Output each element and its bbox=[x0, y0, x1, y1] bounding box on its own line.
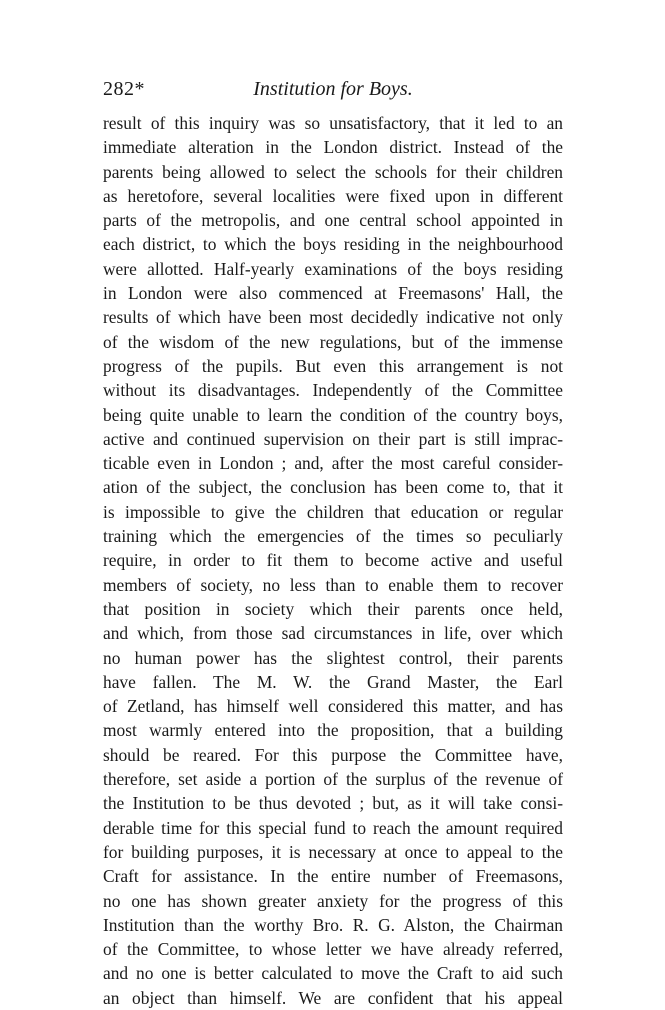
text-line: as heretofore, several localities were fixed upon in different bbox=[103, 185, 563, 206]
text-line: in London were also commenced at Freemasons' Hall, the bbox=[103, 283, 563, 304]
text-line: that position in society which their parents once held, bbox=[103, 598, 563, 619]
text-line: results of which have been most decidedly indicative not only bbox=[103, 307, 563, 328]
text-line: require, in order to fit them to become active and useful bbox=[103, 550, 563, 571]
page-number: 282* bbox=[103, 78, 145, 100]
text-line: and which, from those sad circumstances in life, over which bbox=[103, 623, 563, 644]
text-line: immediate alteration in the London district. Instead of the bbox=[103, 137, 563, 158]
text-line: have fallen. The M. W. the Grand Master, the Earl bbox=[103, 671, 563, 692]
text-line: derable time for this special fund to reach the amount required bbox=[103, 817, 563, 838]
text-line: being quite unable to learn the condition of the country boys, bbox=[103, 404, 563, 425]
text-line: each district, to which the boys residing in the neighbourhood bbox=[103, 234, 563, 255]
text-line: training which the emergencies of the times so peculiarly bbox=[103, 526, 563, 547]
text-line: of the Committee, to whose letter we have already referred, bbox=[103, 939, 563, 960]
text-line: ation of the subject, the conclusion has been come to, that it bbox=[103, 477, 563, 498]
page-header bbox=[103, 78, 563, 104]
text-line: ticable even in London ; and, after the most careful consider- bbox=[103, 453, 563, 474]
text-line: of Zetland, has himself well considered this matter, and has bbox=[103, 696, 563, 717]
text-line: an object than himself. We are confident that his appeal bbox=[103, 987, 563, 1008]
text-line: without its disadvantages. Independently of the Committee bbox=[103, 380, 563, 401]
text-line: for building purposes, it is necessary at once to appeal to the bbox=[103, 841, 563, 862]
text-line: active and continued supervision on their part is still imprac- bbox=[103, 428, 563, 449]
text-line: parts of the metropolis, and one central school appointed in bbox=[103, 210, 563, 231]
text-line: should be reared. For this purpose the Committee have, bbox=[103, 744, 563, 765]
text-line: result of this inquiry was so unsatisfactory, that it led to an bbox=[103, 113, 563, 133]
text-line: and no one is better calculated to move the Craft to aid such bbox=[103, 963, 563, 984]
text-line: most warmly entered into the proposition, that a building bbox=[103, 720, 563, 741]
text-line: Institution than the worthy Bro. R. G. Alston, the Chairman bbox=[103, 914, 563, 935]
text-line: Craft for assistance. In the entire number of Freemasons, bbox=[103, 866, 563, 887]
text-line: parents being allowed to select the schools for their children bbox=[103, 161, 563, 182]
text-line: of the wisdom of the new regulations, but of the immense bbox=[103, 331, 563, 352]
text-line: no one has shown greater anxiety for the progress of this bbox=[103, 890, 563, 911]
text-line: is impossible to give the children that education or regular bbox=[103, 501, 563, 522]
text-line: members of society, no less than to enable them to recover bbox=[103, 574, 563, 595]
text-line: no human power has the slightest control, their parents bbox=[103, 647, 563, 668]
text-line: progress of the pupils. But even this arrangement is not bbox=[103, 355, 563, 376]
text-line: were allotted. Half-yearly examinations of the boys residing bbox=[103, 258, 563, 279]
running-title: Institution for Boys. bbox=[253, 78, 413, 100]
body-text bbox=[103, 111, 563, 1010]
text-line: the Institution to be thus devoted ; but, as it will take consi- bbox=[103, 793, 563, 814]
text-line: therefore, set aside a portion of the surplus of the revenue of bbox=[103, 769, 563, 790]
